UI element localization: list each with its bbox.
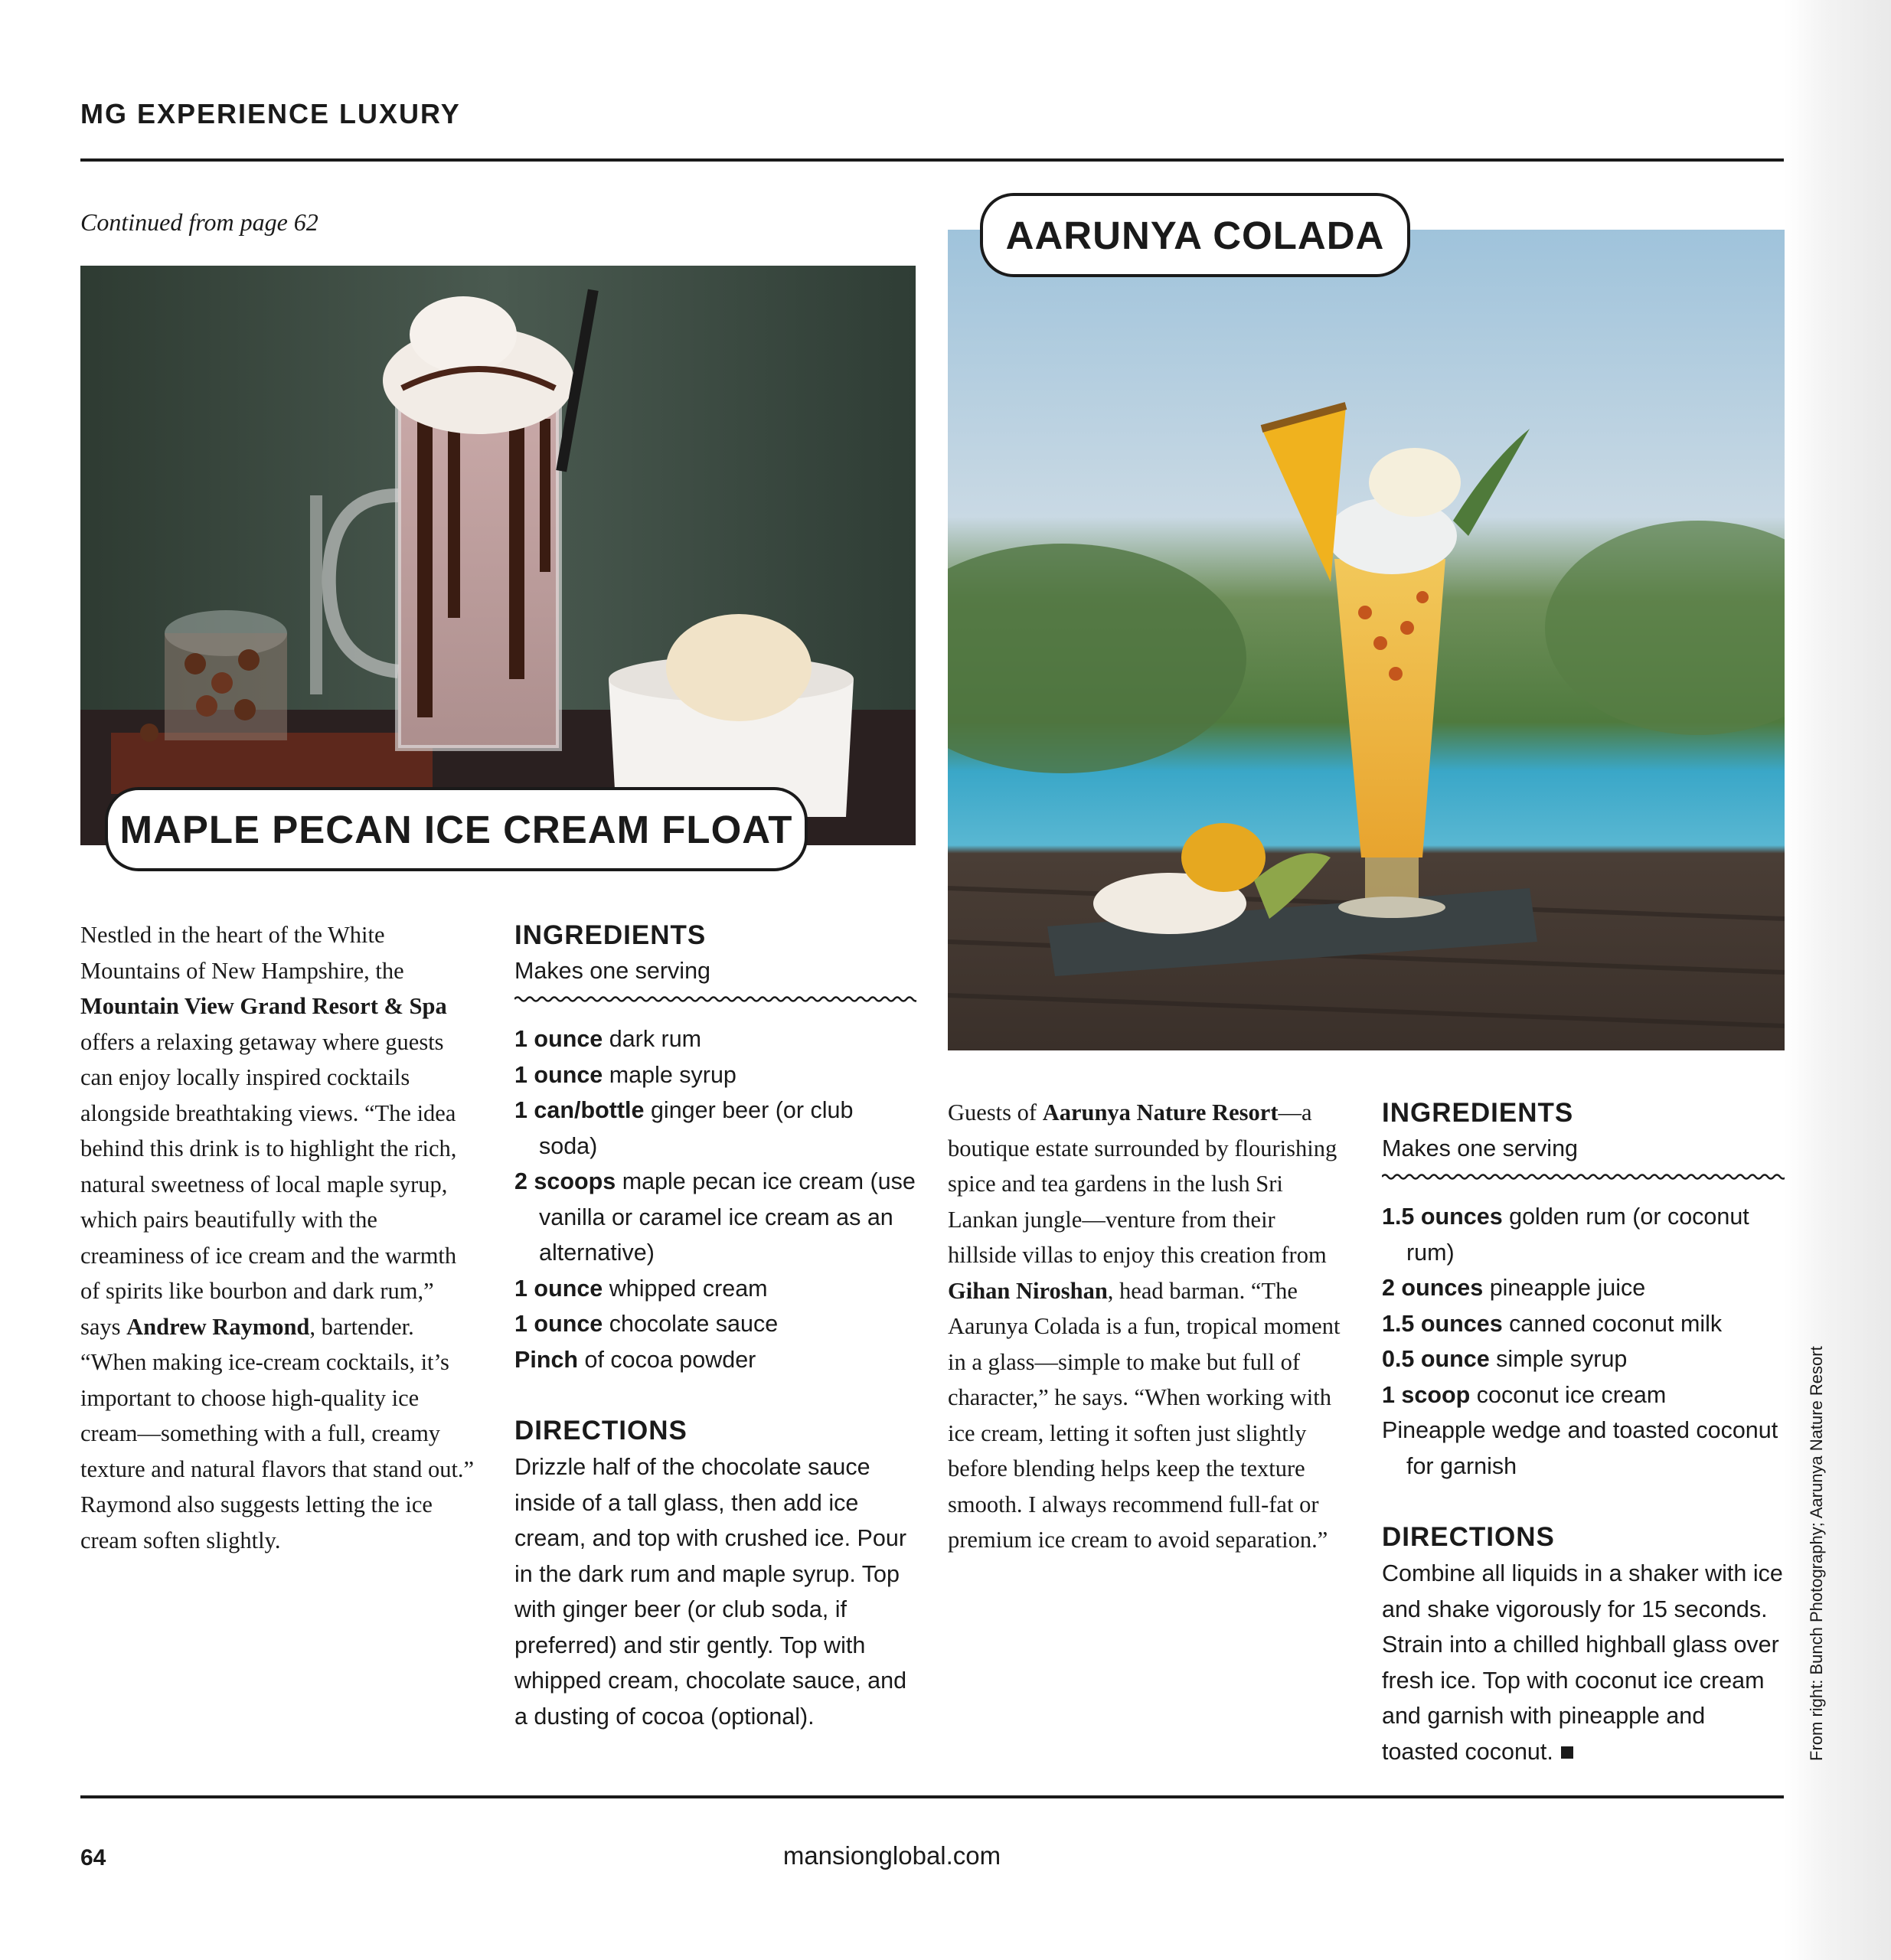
- colada-ingredients-list: [1382, 1199, 1785, 1484]
- colada-directions-text: [1382, 1556, 1785, 1769]
- maple-ingredient: [514, 1164, 916, 1271]
- ingredient-quantity: 1 scoop: [1382, 1381, 1471, 1408]
- maple-body-run: Nestled in the heart of the White Mountains of New Hampshire, the: [80, 922, 404, 984]
- site-url[interactable]: mansionglobal.com: [782, 1841, 1001, 1870]
- ingredient-item: coconut ice cream: [1470, 1381, 1667, 1408]
- ingredient-quantity: 1.5 ounces: [1382, 1204, 1503, 1230]
- ingredient-item: canned coconut milk: [1502, 1310, 1723, 1337]
- colada-body-run: —a boutique estate surrounded by flourishing spice and tea gardens in the lush Sri Lankan jungle—venture from their hillside villas to enjoy this creation from: [948, 1099, 1337, 1268]
- maple-ingredient: [514, 1021, 916, 1057]
- colada-body-text: [948, 1095, 1346, 1558]
- maple-ingredient: [514, 1057, 916, 1093]
- end-mark: [1561, 1746, 1573, 1759]
- maple-body-run: Andrew Raymond: [126, 1313, 310, 1340]
- bottom-rule: [80, 1795, 1784, 1798]
- colada-body-run: Aarunya Nature Resort: [1042, 1099, 1279, 1125]
- colada-ingredient: [1382, 1270, 1785, 1306]
- colada-directions-heading: DIRECTIONS: [1382, 1522, 1555, 1552]
- colada-body-column: [948, 1095, 1346, 1558]
- ingredient-quantity: 1 ounce: [514, 1026, 603, 1052]
- maple-ingredient: [514, 1271, 916, 1307]
- maple-float-photo: [80, 266, 916, 845]
- colada-ingredient: [1382, 1199, 1785, 1270]
- ingredient-item: pineapple juice: [1483, 1275, 1646, 1301]
- maple-body-text: [80, 917, 478, 1558]
- ingredient-quantity: 2 scoops: [514, 1168, 616, 1194]
- colada-ingredient: [1382, 1306, 1785, 1342]
- colada-serving-note: Makes one serving: [1382, 1135, 1578, 1161]
- ingredient-item: dark rum: [603, 1026, 702, 1052]
- maple-directions-text: Drizzle half of the chocolate sauce inside of a tall glass, then add ice cream, and top with crushed ice. Pour in the dark rum and maple syrup. Top with ginger beer (or club soda, if preferred) and stir gently. Top with whipped cream, chocolate sauce, and a dusting of cocoa (optional).: [514, 1454, 907, 1730]
- colada-ingredients-heading: INGREDIENTS: [1382, 1098, 1574, 1128]
- ingredient-quantity: 1 ounce: [514, 1275, 603, 1302]
- ingredient-quantity: Pinch: [514, 1346, 579, 1373]
- page-number: 64: [80, 1845, 106, 1870]
- maple-body-column: [80, 917, 478, 1558]
- ingredient-item: ginger beer (or club soda): [539, 1097, 854, 1159]
- maple-body-run: , bartender. “When making ice-cream cocktails, it’s important to choose high-quality ice cream—something with a full, creamy texture and natural flavors that stand out.” Raymond also suggests letting the ice cream soften slightly.: [80, 1313, 475, 1553]
- top-rule: [80, 158, 1784, 162]
- colada-photo: [948, 230, 1785, 1050]
- ingredient-item: maple pecan ice cream (use vanilla or caramel ice cream as an alternative): [539, 1168, 916, 1266]
- maple-serving-note: Makes one serving: [514, 958, 710, 984]
- continued-note: Continued from page 62: [80, 208, 318, 236]
- maple-body-run: Mountain View Grand Resort & Spa: [80, 993, 447, 1019]
- maple-ingredient: [514, 1306, 916, 1342]
- ingredient-item: whipped cream: [603, 1275, 768, 1302]
- maple-body-run: offers a relaxing getaway where guests can enjoy locally inspired cocktails alongside breathtaking views. “The idea behind this drink is to highlight the rich, natural sweetness of local maple syrup, which pairs beautifully with the creaminess of ice cream and the warmth of spirits like bourbon and dark rum,” says: [80, 1028, 457, 1340]
- section-label: MG EXPERIENCE LUXURY: [80, 98, 461, 129]
- ingredient-quantity: 1 ounce: [514, 1311, 603, 1337]
- colada-recipe-column: [1382, 1095, 1785, 1769]
- ingredient-item: simple syrup: [1489, 1346, 1628, 1372]
- maple-directions-heading: DIRECTIONS: [514, 1416, 687, 1446]
- wavy-divider: [1382, 1171, 1785, 1182]
- colada-directions-body: Combine all liquids in a shaker with ice and shake vigorously for 15 seconds. Strain into a chilled highball glass over fresh ice. Top with coconut ice cream and garnish with pineapple and toasted coconut.: [1382, 1560, 1783, 1765]
- ingredient-item: chocolate sauce: [603, 1311, 779, 1337]
- ingredient-quantity: 1.5 ounces: [1382, 1310, 1503, 1337]
- colada-ingredient: [1382, 1341, 1785, 1377]
- colada-title: AARUNYA COLADA: [1005, 213, 1385, 257]
- ingredient-quantity: 1 can/bottle: [514, 1097, 645, 1123]
- colada-ingredient: [1382, 1413, 1785, 1484]
- colada-body-run: Gihan Niroshan: [948, 1277, 1108, 1304]
- colada-title-pill: [980, 193, 1410, 277]
- photo-credit: From right: Bunch Photography; Aarunya Nature Resort: [1807, 1346, 1826, 1761]
- colada-ingredient: [1382, 1377, 1785, 1413]
- ingredient-item: golden rum (or coconut rum): [1406, 1204, 1749, 1266]
- page-edge-shadow: [1784, 0, 1891, 1960]
- colada-body-run: Guests of: [948, 1099, 1043, 1125]
- maple-ingredient: [514, 1342, 916, 1378]
- maple-ingredient: [514, 1093, 916, 1164]
- colada-body-run: , head barman. “The Aarunya Colada is a fun, tropical moment in a glass—simple to make but full of character,” he says. “When working with ice cream, letting it soften just slightly before blending helps keep the texture smooth. I always recommend full-fat or premium ice cream to avoid separation.”: [948, 1277, 1341, 1553]
- maple-ingredients-heading: INGREDIENTS: [514, 920, 707, 950]
- maple-recipe-column: [514, 917, 916, 1734]
- maple-ingredients-list: [514, 1021, 916, 1377]
- maple-title: MAPLE PECAN ICE CREAM FLOAT: [119, 807, 793, 851]
- ingredient-item: Pineapple wedge and toasted coconut for garnish: [1382, 1417, 1778, 1479]
- ingredient-quantity: 1 ounce: [514, 1061, 603, 1088]
- ingredient-quantity: 2 ounces: [1382, 1275, 1484, 1301]
- ingredient-item: maple syrup: [603, 1061, 736, 1088]
- ingredient-quantity: 0.5 ounce: [1382, 1346, 1490, 1372]
- wavy-divider: [514, 994, 916, 1004]
- ingredient-item: of cocoa powder: [578, 1346, 756, 1373]
- maple-title-pill: [105, 787, 808, 871]
